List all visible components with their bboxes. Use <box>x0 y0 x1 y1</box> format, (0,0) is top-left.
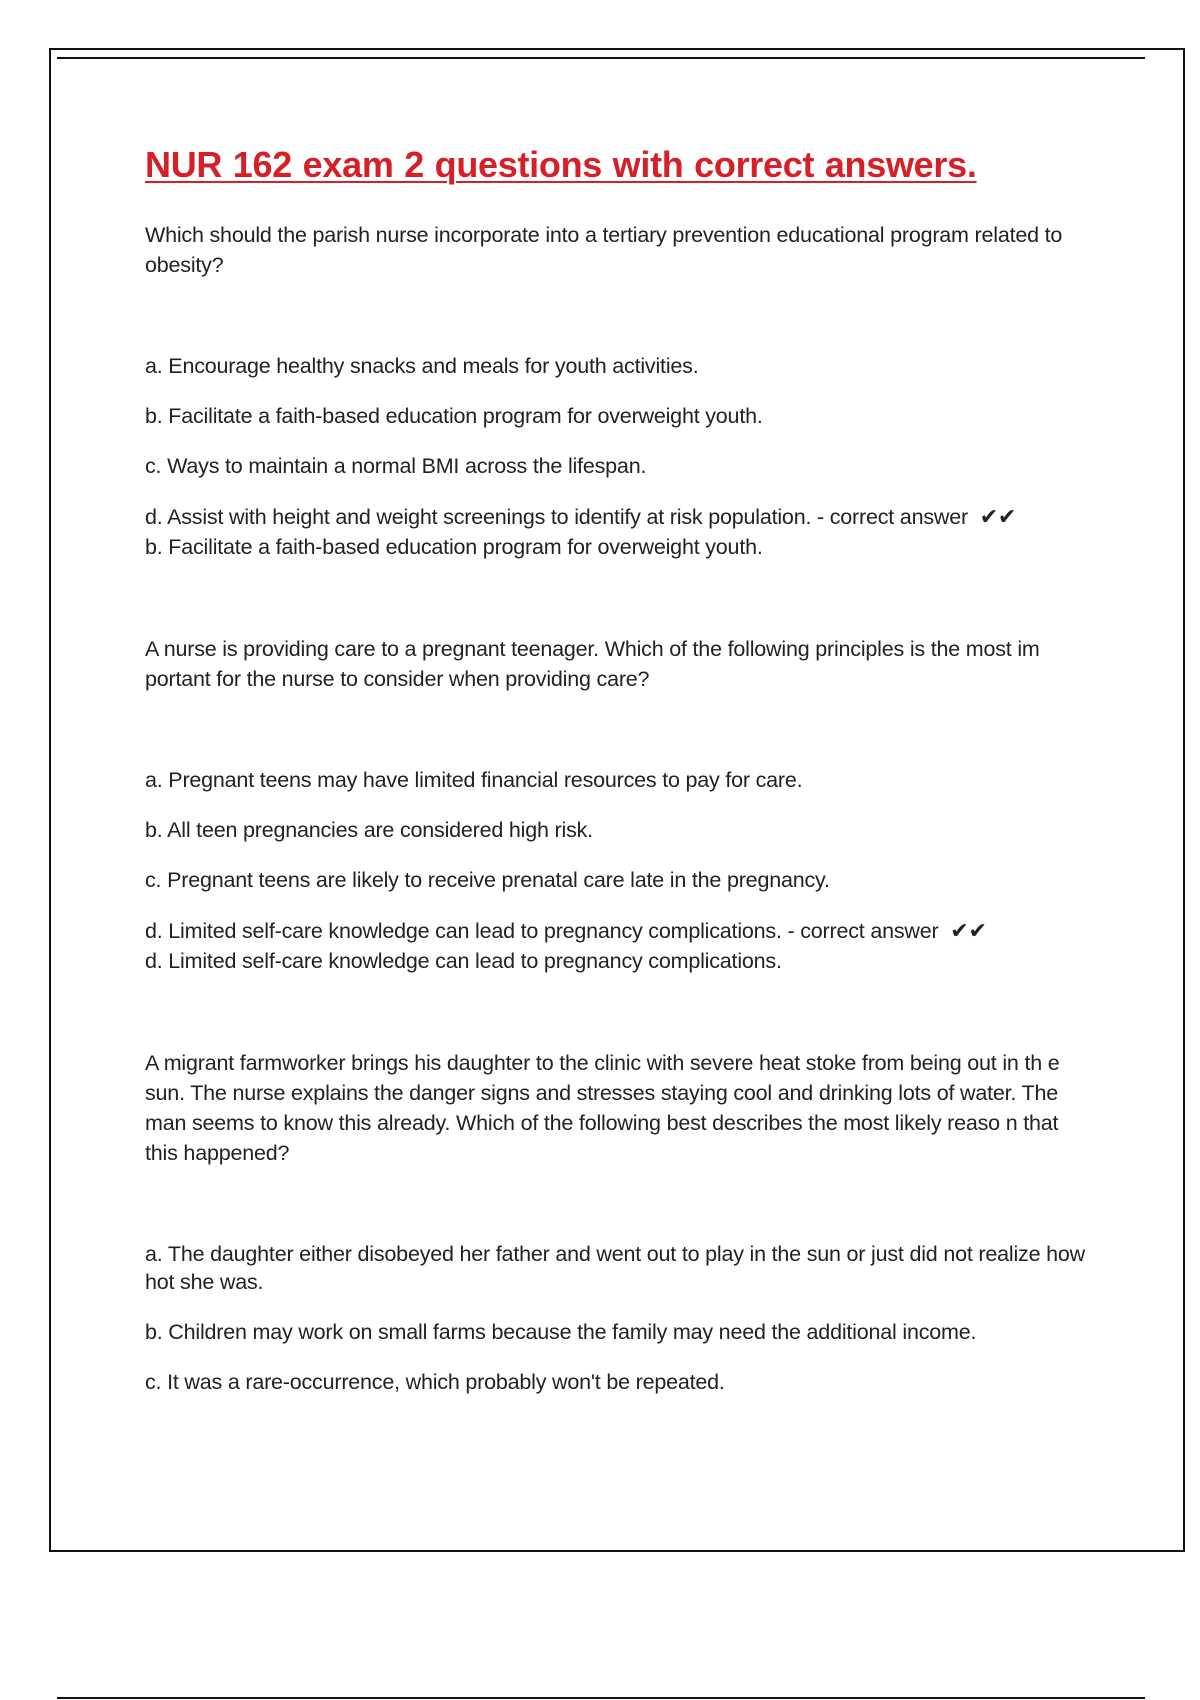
option-d-text: d. Assist with height and weight screenings to identify at risk population. - correct answer <box>145 505 968 529</box>
answer-text: d. Limited self-care knowledge can lead to pregnancy complications. <box>145 949 782 973</box>
top-rule <box>57 57 1145 59</box>
question-text: A migrant farmworker brings his daughter to the clinic with severe heat stoke from being out in th e sun. The nurse explains the danger signs and stresses staying cool and drinking lots of water. The man seems to know this already. Which of the following best describes the most likely reaso n that this happened? <box>145 1051 1060 1165</box>
option-d-correct-answer <box>145 916 1095 946</box>
check-mark-icon: ✔✔ <box>950 918 987 943</box>
option-c: c. Ways to maintain a normal BMI across the lifespan. <box>145 454 647 478</box>
check-mark-icon: ✔✔ <box>979 504 1017 529</box>
option-d-text: d. Limited self-care knowledge can lead to pregnancy complications. - correct answer <box>145 919 939 943</box>
bottom-rule <box>57 1697 1145 1699</box>
option-b: b. Facilitate a faith-based education program for overweight youth. <box>145 404 763 428</box>
question-block-2 <box>145 634 1095 976</box>
options-list <box>145 1240 1095 1396</box>
option-c: c. Pregnant teens are likely to receive prenatal care late in the pregnancy. <box>145 868 830 892</box>
question-block-3 <box>145 1048 1095 1396</box>
question-text: A nurse is providing care to a pregnant teenager. Which of the following principles is the most im portant for the nurse to consider when providing care? <box>145 637 1040 691</box>
document-body <box>145 142 1095 1418</box>
option-c: c. It was a rare-occurrence, which probably won't be repeated. <box>145 1370 725 1394</box>
option-a: a. Encourage healthy snacks and meals for youth activities. <box>145 354 699 378</box>
option-b: b. Children may work on small farms because the family may need the additional income. <box>145 1320 977 1344</box>
options-list <box>145 352 1095 562</box>
option-b: b. All teen pregnancies are considered high risk. <box>145 818 593 842</box>
option-a: a. Pregnant teens may have limited financial resources to pay for care. <box>145 768 803 792</box>
answer-text: b. Facilitate a faith-based education program for overweight youth. <box>145 535 763 559</box>
option-a: a. The daughter either disobeyed her father and went out to play in the sun or just did not realize how hot she was. <box>145 1242 1085 1294</box>
question-block-1 <box>145 220 1095 562</box>
question-text: Which should the parish nurse incorporate into a tertiary prevention educational program related to obesity? <box>145 223 1063 277</box>
options-list <box>145 766 1095 976</box>
document-title: NUR 162 exam 2 questions with correct answers. <box>145 144 977 185</box>
option-d-correct-answer <box>145 502 1095 532</box>
